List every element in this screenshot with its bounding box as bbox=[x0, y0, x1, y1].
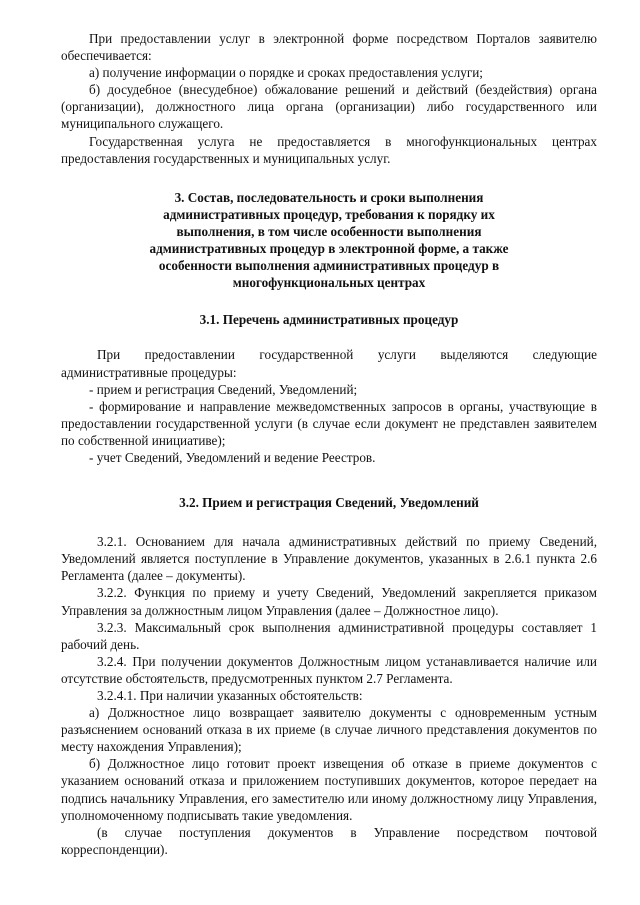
intro-paragraph-portals: При предоставлении услуг в электронной форме посредством Порталов заявителю обеспечивается: bbox=[61, 31, 597, 64]
clause-3-2-4: 3.2.4. При получении документов Должностным лицом устанавливается наличие или отсутствие обстоятельств, предусмотренных пунктом 2.7 Регламента. bbox=[61, 653, 597, 686]
intro-paragraph-mfc: Государственная услуга не предоставляется в многофункциональных центрах предоставления государственных и муниципальных услуг. bbox=[61, 133, 597, 166]
intro-item-a: а) получение информации о порядке и сроках предоставления услуги; bbox=[89, 65, 483, 81]
section-3-2-heading: 3.2. Прием и регистрация Сведений, Уведомлений bbox=[179, 495, 479, 511]
clause-3-2-2: 3.2.2. Функция по приему и учету Сведений, Уведомлений закрепляется приказом Управления за должностным лицом Управления (далее – Должностное лицо). bbox=[61, 585, 597, 618]
section-3-2-body bbox=[61, 533, 597, 858]
section-3-heading: 3. Состав, последовательность и сроки выполнения административных процедур, требования к порядку их выполнения, в том числе особенности выполнения административных процедур в электронной форме, а также особенности выполнения административных процедур в многофункциональных центрах bbox=[149, 189, 509, 291]
procedures-intro: При предоставлении государственной услуги выделяются следующие административные процедуры: bbox=[61, 347, 597, 380]
clause-postal-note: (в случае поступления документов в Управление посредством почтовой корреспонденции). bbox=[61, 824, 597, 857]
clause-3-2-4-1: 3.2.4.1. При наличии указанных обстоятельств: bbox=[97, 688, 363, 703]
procedure-item-1: - прием и регистрация Сведений, Уведомлений; bbox=[89, 381, 358, 397]
intro-item-b: б) досудебное (внесудебное) обжалование решений и действий (бездействия) органа (организации), должностного лица органа (организации) либо государственного или муниципального служащего. bbox=[61, 82, 597, 132]
section-3-1-body bbox=[61, 346, 597, 466]
clause-item-a: а) Должностное лицо возвращает заявителю документы с одновременным устным разъяснением оснований отказа в их приеме (в случае личного представления документов по месту нахождения Управления); bbox=[61, 705, 597, 755]
procedure-item-3: - учет Сведений, Уведомлений и ведение Реестров. bbox=[89, 449, 376, 465]
clause-3-2-3: 3.2.3. Максимальный срок выполнения административной процедуры составляет 1 рабочий день. bbox=[61, 619, 597, 652]
section-3-1-heading: 3.1. Перечень административных процедур bbox=[199, 312, 459, 328]
procedure-item-2: - формирование и направление межведомственных запросов в органы, участвующие в предоставлении государственной услуги (в случае если документ не представлен заявителем по собственной инициативе); bbox=[61, 398, 597, 448]
document-page bbox=[61, 30, 597, 858]
clause-item-b: б) Должностное лицо готовит проект извещения об отказе в приеме документов с указанием оснований отказа и приложением поступивших документов, которое передает на подпись начальнику Управления, его заместителю или иному должностному лицу Управления, уполномоченному подписывать такие уведомления. bbox=[61, 756, 597, 823]
clause-3-2-1: 3.2.1. Основанием для начала административных действий по приему Сведений, Уведомлений является поступление в Управление документов, указанных в 2.6.1 пункта 2.6 Регламента (далее – документы). bbox=[61, 534, 597, 584]
